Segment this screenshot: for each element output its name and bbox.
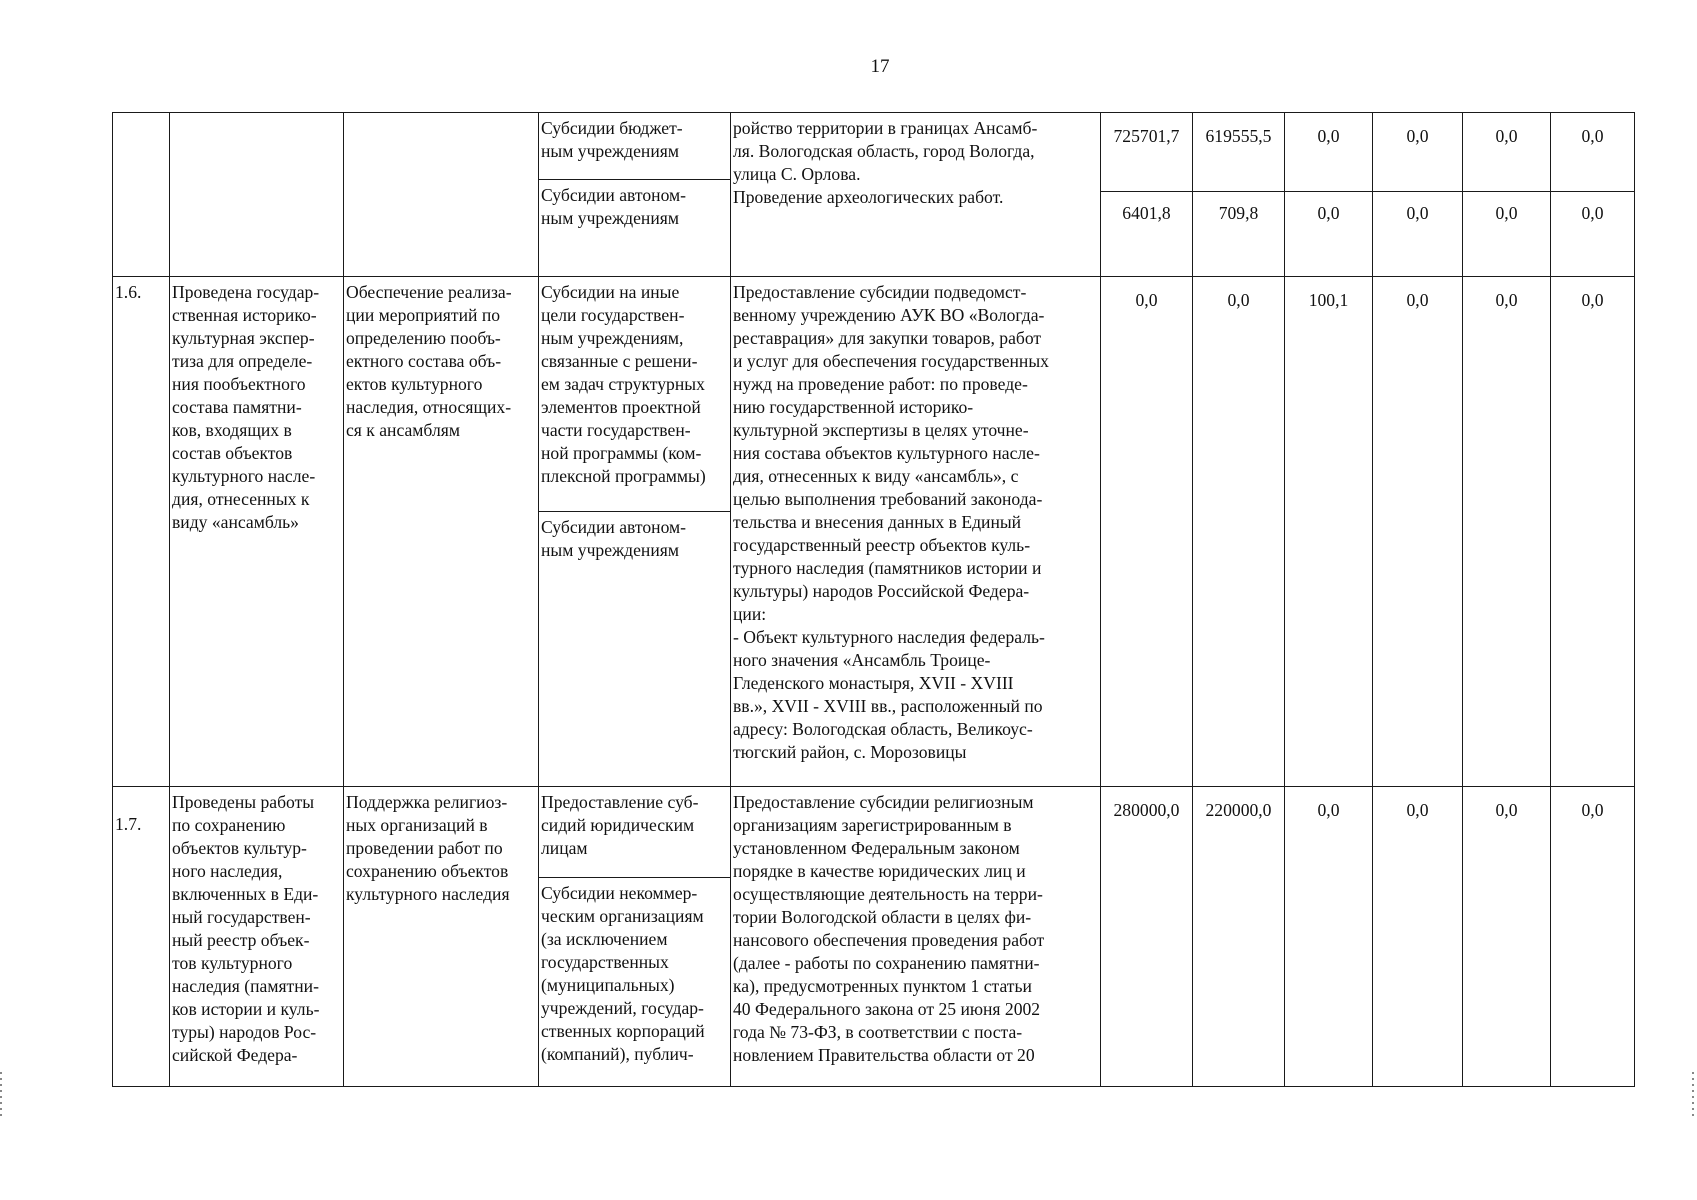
value-cell: 0,0 0,0 xyxy=(1285,113,1373,277)
row-number-cell xyxy=(113,113,170,277)
result-cell: Проведены работы по сохранению объектов культур- ного наследия, включенных в Еди- ный государствен- ный реестр объек- тов культурного наследия (памятни- ков истории и куль- туры) народов Рос- сийской Федера- xyxy=(170,787,344,1087)
funding-source-cell xyxy=(539,787,731,1087)
scan-margin-mark xyxy=(1692,1072,1694,1118)
row-number-cell: 1.7. xyxy=(113,787,170,1087)
value-cell: 0,0 xyxy=(1101,277,1193,787)
value-cell: 0,0 xyxy=(1551,277,1635,787)
page-number: 17 xyxy=(870,56,890,77)
value-cell: 220000,0 xyxy=(1193,787,1285,1087)
funding-source: Субсидии автоном- ным учреждениям xyxy=(541,185,687,228)
description-cell: Предоставление субсидии религиозным организациям зарегистрированным в установленном Федеральным законом порядке в качестве юридических лиц и осуществляющие деятельность на терри- тории Вологодской области в целях фи- нансового обеспечения проведения работ (далее - работы по сохранению памятни- ка), предусмотренных пунктом 1 статьи 40 Федерального закона от 25 июня 2002 года № 73-ФЗ, в соответствии с поста- новлением Правительства области от 20 xyxy=(731,787,1101,1087)
value-cell: 619555,5 709,8 xyxy=(1193,113,1285,277)
funding-source: Субсидии на иные цели государствен- ным учреждениям, связанные с решени- ем задач структурных элементов проектной части государствен- ной программы (ком- плексной программы) xyxy=(541,282,706,486)
result-cell: Проведена государ- ственная историко- культурная экспер- тиза для определе- ния пообъектного состава памятни- ков, входящих в состав объектов культурного насле- дия, отнесенных к виду «ансамбль» xyxy=(170,277,344,787)
measure-cell: Поддержка религиоз- ных организаций в проведении работ по сохранению объектов культурного наследия xyxy=(344,787,539,1087)
table-row xyxy=(113,277,1635,787)
program-table xyxy=(112,112,1635,1087)
row-number-cell: 1.6. xyxy=(113,277,170,787)
measure-cell xyxy=(344,113,539,277)
value-cell: 0,0 xyxy=(1373,787,1463,1087)
value-cell: 100,1 xyxy=(1285,277,1373,787)
funding-source: Субсидии некоммер- ческим организациям (за исключением государственных (муниципальных) учреждений, государ- ственных корпораций (компаний), публич- xyxy=(541,883,705,1064)
value-cell: 0,0 xyxy=(1463,787,1551,1087)
measure-cell: Обеспечение реализа- ции мероприятий по определению пообъ- ектного состава объ- ектов культурного наследия, относящих- ся к ансамблям xyxy=(344,277,539,787)
description-cell: ройство территории в границах Ансамб- ля. Вологодская область, город Вологда, улица С. Орлова. Проведение археологических работ. xyxy=(731,113,1101,277)
description-cell: Предоставление субсидии подведомст- венному учреждению АУК ВО «Вологда- реставрация» для закупки товаров, работ и услуг для обеспечения государственных нужд на проведение работ: по проведе- нию государственной историко- культурной экспертизы в целях уточне- ния состава объектов культурного насле- дия, отнесенных к виду «ансамбль», с целью выполнения требований законода- тельства и внесения данных в Единый государственный реестр объектов куль- турного наследия (памятников истории и культуры) народов Российской Федера- ции: - Объект культурного наследия федераль- ного значения «Ансамбль Троице- Гледенского монастыря, XVII - XVIII вв.», XVII - XVIII вв., расположенный по адресу: Вологодская область, Великоус- тюгский район, с. Морозовицы xyxy=(731,277,1101,787)
value-cell: 0,0 xyxy=(1463,277,1551,787)
value-cell: 0,0 xyxy=(1551,787,1635,1087)
table-row xyxy=(113,113,1635,277)
funding-source: Субсидии автоном- ным учреждениям xyxy=(541,517,687,560)
funding-source: Субсидии бюджет- ным учреждениям xyxy=(541,118,683,161)
value-cell: 0,0 0,0 xyxy=(1551,113,1635,277)
value-cell: 0,0 0,0 xyxy=(1373,113,1463,277)
table-row xyxy=(113,787,1635,1087)
funding-source-cell xyxy=(539,277,731,787)
result-cell xyxy=(170,113,344,277)
scan-margin-mark xyxy=(0,1072,2,1118)
funding-source: Предоставление суб- сидий юридическим лицам xyxy=(541,792,699,858)
funding-source-cell xyxy=(539,113,731,277)
value-cell: 0,0 xyxy=(1285,787,1373,1087)
value-cell: 0,0 xyxy=(1193,277,1285,787)
value-cell: 725701,7 6401,8 xyxy=(1101,113,1193,277)
value-cell: 0,0 0,0 xyxy=(1463,113,1551,277)
value-cell: 0,0 xyxy=(1373,277,1463,787)
value-cell: 280000,0 xyxy=(1101,787,1193,1087)
